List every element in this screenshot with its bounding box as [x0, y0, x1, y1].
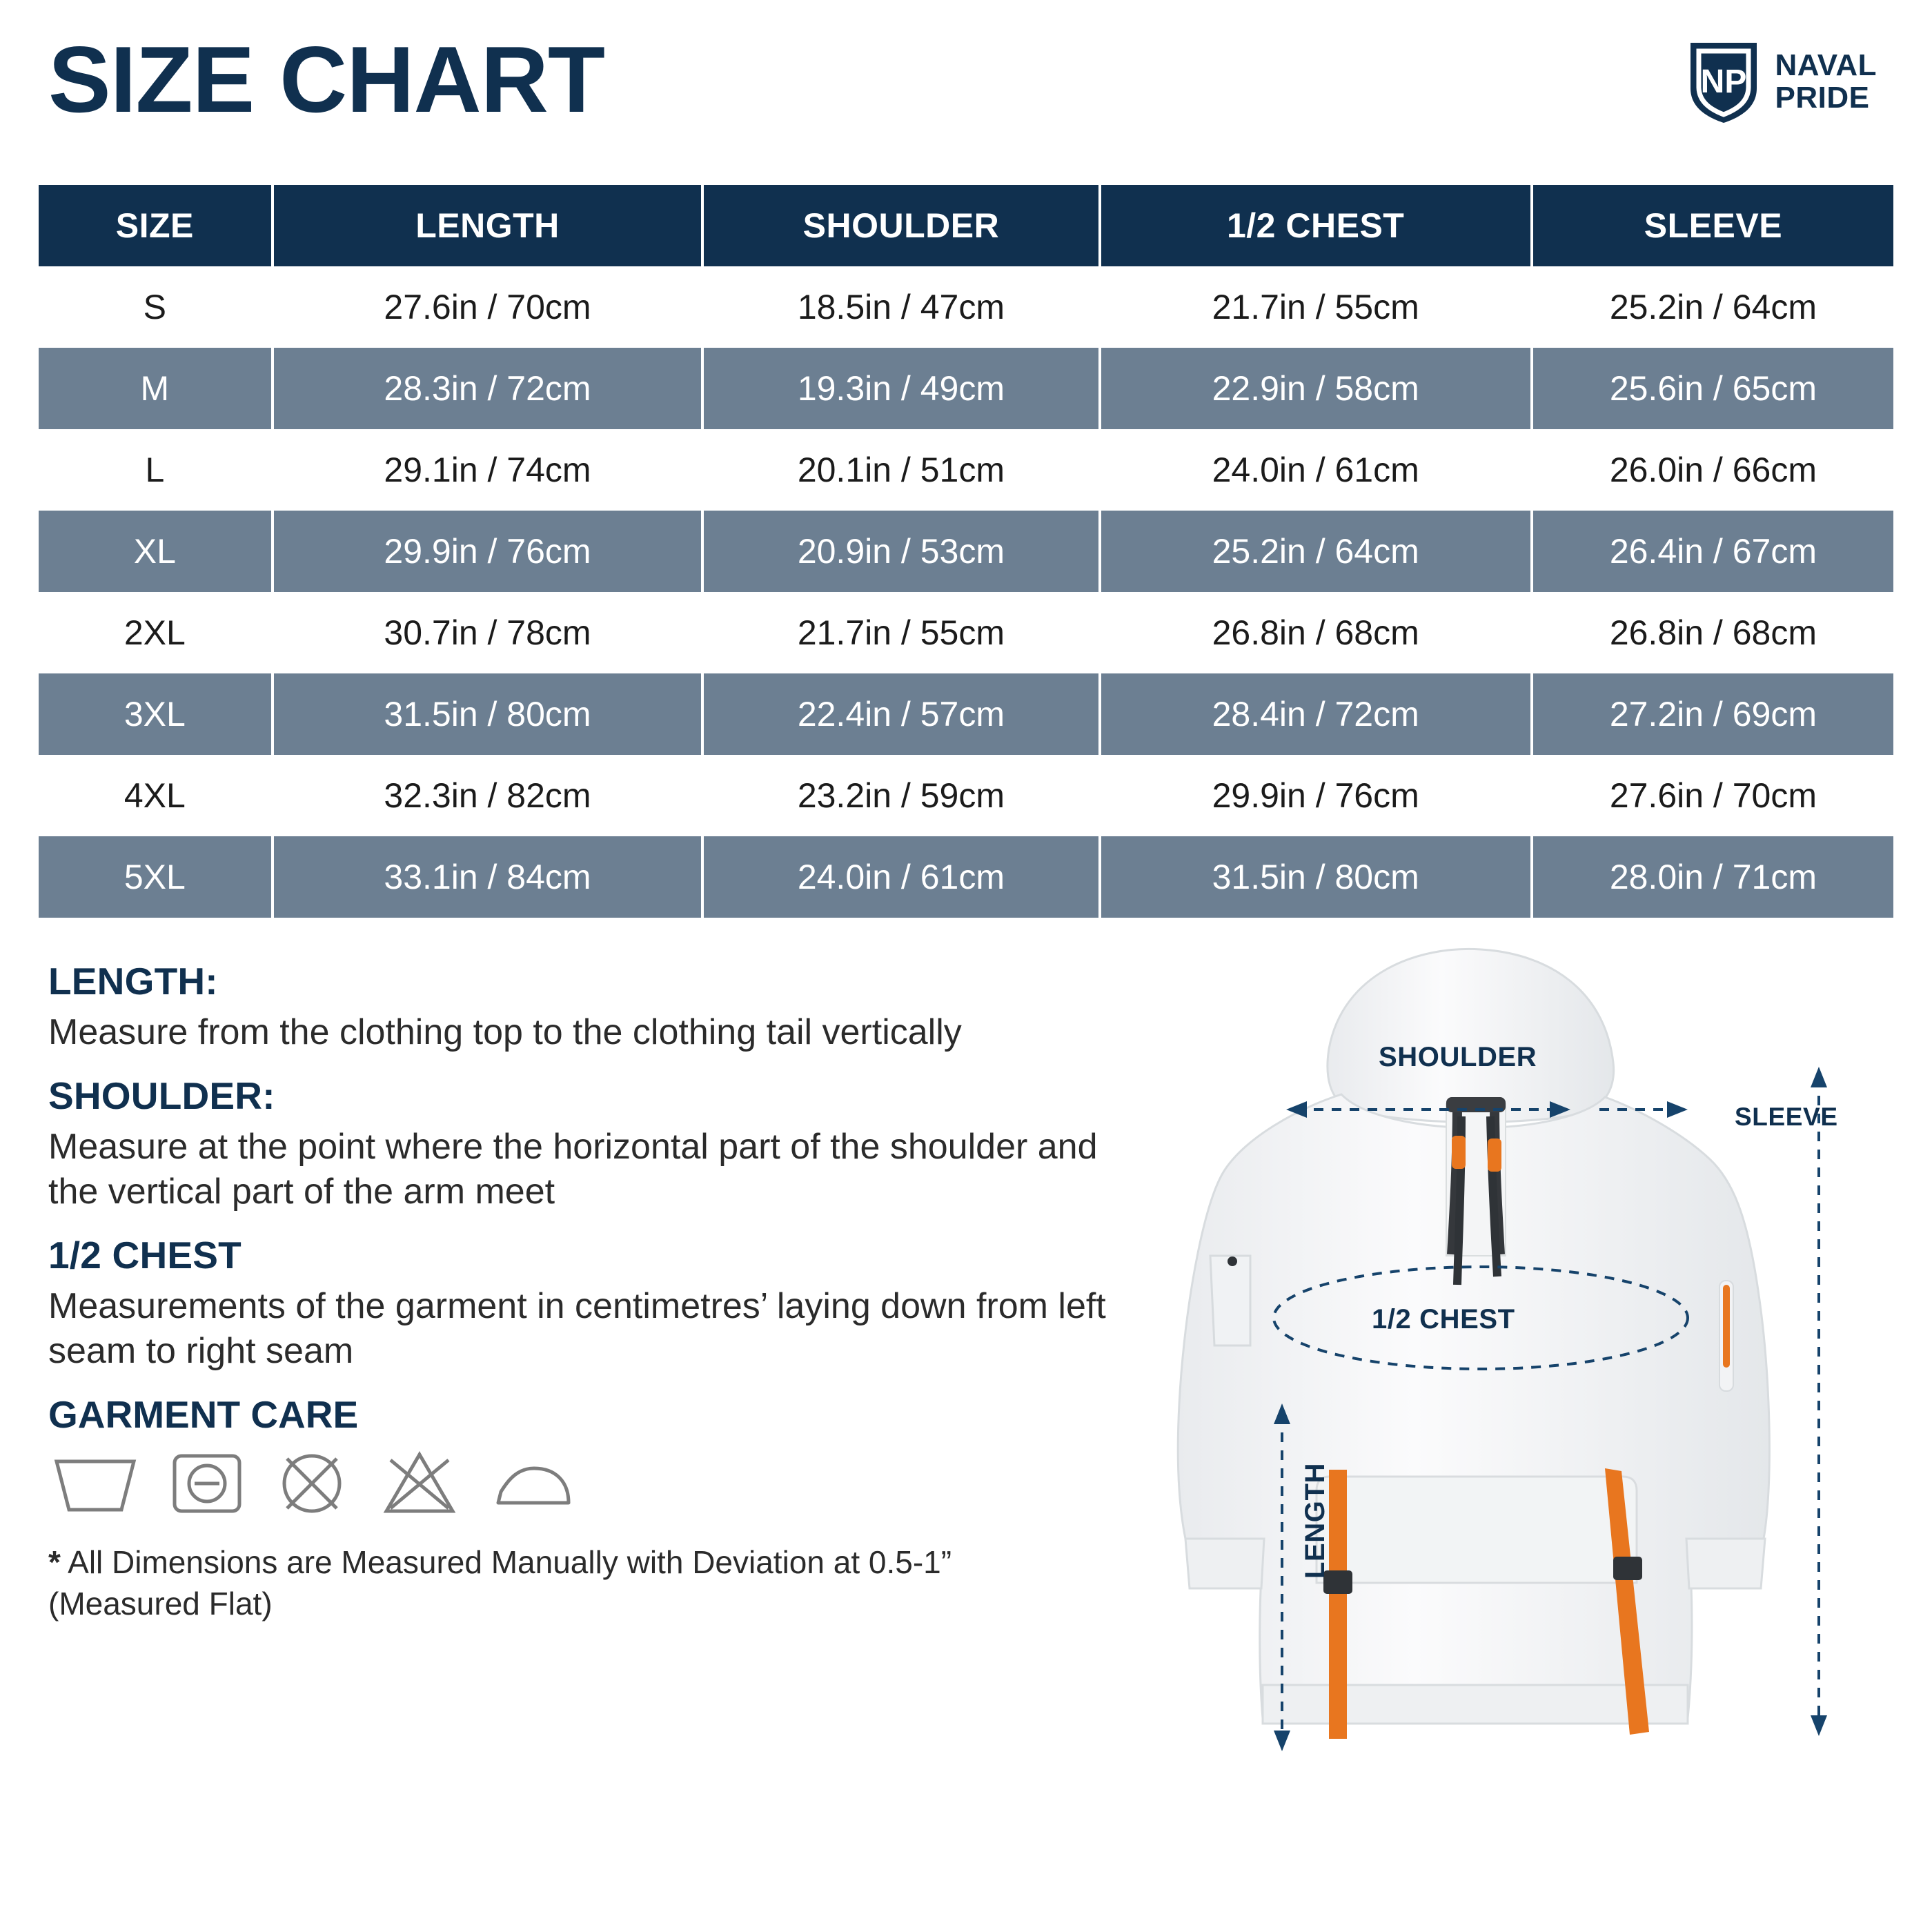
cell-half-chest: 21.7in / 55cm: [1100, 266, 1532, 348]
table-header-row: [39, 185, 1893, 266]
brand-line-2: PRIDE: [1775, 81, 1870, 115]
cell-sleeve: 25.6in / 65cm: [1532, 348, 1893, 429]
cell-size: 2XL: [39, 592, 273, 673]
table-row: [39, 673, 1893, 755]
cell-size: 5XL: [39, 836, 273, 918]
guide-item-shoulder: [48, 1074, 1150, 1215]
measurement-guide: [39, 959, 1150, 1625]
diagram-label-half-chest: 1/2 CHEST: [1372, 1304, 1515, 1334]
garment-care-icons: [48, 1449, 1150, 1518]
cell-sleeve: 28.0in / 71cm: [1532, 836, 1893, 918]
cell-size: L: [39, 429, 273, 511]
do-not-dry-clean-icon: [276, 1449, 348, 1518]
garment-diagram: [1150, 959, 1893, 1625]
diagram-label-sleeve: SLEEVE: [1735, 1103, 1838, 1131]
cell-sleeve: 26.4in / 67cm: [1532, 511, 1893, 592]
page-header: [39, 27, 1893, 175]
cell-length: 33.1in / 84cm: [273, 836, 703, 918]
svg-text:NP: NP: [1701, 63, 1747, 100]
cell-sleeve: 26.8in / 68cm: [1532, 592, 1893, 673]
cell-sleeve: 26.0in / 66cm: [1532, 429, 1893, 511]
cell-length: 30.7in / 78cm: [273, 592, 703, 673]
footnote: [48, 1541, 1049, 1625]
cell-length: 29.1in / 74cm: [273, 429, 703, 511]
column-header-size: SIZE: [39, 185, 273, 266]
diagram-label-length: LENGTH: [1300, 1463, 1330, 1579]
cell-length: 27.6in / 70cm: [273, 266, 703, 348]
iron-low-heat-icon: [491, 1455, 577, 1512]
column-header-sleeve: SLEEVE: [1532, 185, 1893, 266]
guide-item-length: [48, 959, 1150, 1056]
cell-shoulder: 19.3in / 49cm: [702, 348, 1099, 429]
guide-text: Measure from the clothing top to the clothing tail vertically: [48, 1012, 962, 1052]
hand-wash-icon: [52, 1452, 138, 1515]
diagram-label-shoulder: SHOULDER: [1379, 1042, 1537, 1072]
guide-heading: LENGTH:: [48, 960, 218, 1003]
table-row: [39, 511, 1893, 592]
cell-half-chest: 29.9in / 76cm: [1100, 755, 1532, 836]
size-table: [39, 185, 1893, 918]
cell-shoulder: 20.1in / 51cm: [702, 429, 1099, 511]
cell-shoulder: 23.2in / 59cm: [702, 755, 1099, 836]
cell-shoulder: 22.4in / 57cm: [702, 673, 1099, 755]
guide-item-half-chest: [48, 1233, 1150, 1374]
cell-half-chest: 22.9in / 58cm: [1100, 348, 1532, 429]
cell-length: 31.5in / 80cm: [273, 673, 703, 755]
cell-size: S: [39, 266, 273, 348]
guide-text: Measure at the point where the horizontal part of the shoulder and the vertical part of the arm meet: [48, 1126, 1098, 1212]
cell-half-chest: 24.0in / 61cm: [1100, 429, 1532, 511]
cell-length: 28.3in / 72cm: [273, 348, 703, 429]
page-title: SIZE CHART: [48, 27, 604, 132]
brand-line-1: NAVAL: [1775, 48, 1877, 83]
cell-shoulder: 20.9in / 53cm: [702, 511, 1099, 592]
brand-logo: [1686, 30, 1893, 126]
cell-half-chest: 31.5in / 80cm: [1100, 836, 1532, 918]
hooded-sweatshirt-illustration: [1122, 931, 1932, 1780]
do-not-bleach-icon: [381, 1449, 458, 1518]
table-row: [39, 429, 1893, 511]
footnote-asterisk: *: [48, 1544, 61, 1580]
cell-sleeve: 27.6in / 70cm: [1532, 755, 1893, 836]
guide-heading: SHOULDER:: [48, 1074, 275, 1117]
table-row: [39, 266, 1893, 348]
table-row: [39, 592, 1893, 673]
cell-size: M: [39, 348, 273, 429]
cell-size: 4XL: [39, 755, 273, 836]
cell-half-chest: 28.4in / 72cm: [1100, 673, 1532, 755]
cell-length: 29.9in / 76cm: [273, 511, 703, 592]
cell-sleeve: 25.2in / 64cm: [1532, 266, 1893, 348]
table-row: [39, 836, 1893, 918]
footnote-text: All Dimensions are Measured Manually with Deviation at 0.5-1” (Measured Flat): [48, 1544, 952, 1622]
guide-heading: 1/2 CHEST: [48, 1233, 241, 1276]
cell-sleeve: 27.2in / 69cm: [1532, 673, 1893, 755]
table-row: [39, 755, 1893, 836]
shield-anchor-icon: [1686, 39, 1761, 126]
cell-shoulder: 24.0in / 61cm: [702, 836, 1099, 918]
lower-section: [39, 959, 1893, 1625]
garment-care-title: GARMENT CARE: [48, 1392, 359, 1436]
table-row: [39, 348, 1893, 429]
column-header-half-chest: 1/2 CHEST: [1100, 185, 1532, 266]
cell-length: 32.3in / 82cm: [273, 755, 703, 836]
cell-half-chest: 25.2in / 64cm: [1100, 511, 1532, 592]
cell-size: XL: [39, 511, 273, 592]
cell-size: 3XL: [39, 673, 273, 755]
cell-half-chest: 26.8in / 68cm: [1100, 592, 1532, 673]
cell-shoulder: 18.5in / 47cm: [702, 266, 1099, 348]
column-header-length: LENGTH: [273, 185, 703, 266]
tumble-dry-icon: [171, 1450, 243, 1517]
column-header-shoulder: SHOULDER: [702, 185, 1099, 266]
cell-shoulder: 21.7in / 55cm: [702, 592, 1099, 673]
guide-text: Measurements of the garment in centimetres’ laying down from left seam to right seam: [48, 1285, 1106, 1372]
